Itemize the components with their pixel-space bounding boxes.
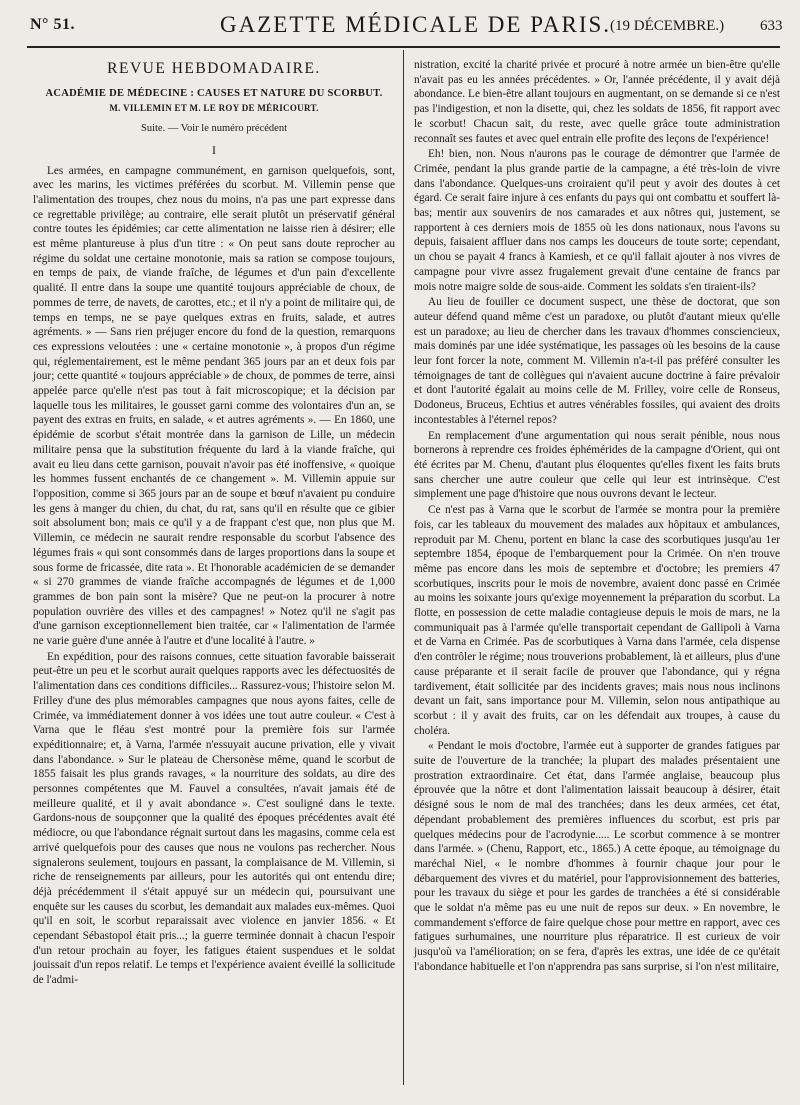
part-numeral: I	[212, 142, 216, 157]
issue-date: (19 DÉCEMBRE.)	[610, 18, 725, 34]
masthead-rule	[27, 46, 780, 48]
right-column	[414, 58, 780, 976]
paragraph: nistration, excité la charité privée et procuré à notre armée un bien-être qu'elle n'avait pas eu les années précédentes. » Or, l'année précédente, il y avait déjà abondance. Le bien-être allant toujours en augmentant, on se demande si ce n'est pas l'indigestion, et non la disette, qui, chez les soldats de 1856, fit rapport avec le scorbut! Chacun sait, du reste, avec quelle grâce toute administration reconnaît ses fautes et avec quel entrain elle profite des leçons de l'expérience!	[414, 59, 780, 145]
article-authors: M. VILLEMIN ET M. LE ROY DE MÉRICOURT.	[109, 103, 319, 114]
page-number: 633	[760, 18, 783, 34]
paragraph: Ce n'est pas à Varna que le scorbut de l'armée se montra pour la première fois, car les tableaux du mouvement des malades aux hôpitaux et ambulances, reproduit par M. Chenu, portent en blanc la case des scorbutiques jusqu'au 1er septembre 1854, époque de l'embarquement pour la Crimée. On n'en trouve même pas encore dans les mois de septembre et d'octobre; les premiers 47 scorbutiques, inscrits pour le mois de novembre, avaient donc passé en Crimée au moins les soixante jours qu'exige moyennement la préparation du scorbut. La flotte, en possession de cette maladie contagieuse depuis le mois de mars, ne la communiquait pas à l'armée qu'elle transportait cependant de Gallipoli à Varna et de Varna en Crimée. Pas de scorbutiques à Varna dans l'armée, cela dispense d'en contrôler le régime; nous trouverions probablement, là et ailleurs, plus d'une cause préparante et il serait facile de prouver que l'abondance, qui y régna tardivement, était sollicitée par des incidents graves; mais nous nous inclinons devant un fait, sans importance pour M. Villemin, selon nous antipathique au scorbut : il y avait des fruits, car on les défendait aux troupes, à cause du choléra.	[414, 504, 780, 737]
paragraph: En remplacement d'une argumentation qui nous serait pénible, nous nous bornerons à reprendre ces froides éphémérides de la campagne d'Orient, qui ont été écrites par M. Chenu, d'autant plus éloquentes qu'elles fixent les faits bruts sans chercher une autre couleur que celle qui leur est intrinsèque. C'est simplement une page d'histoire que nous ouvrons devant le lecteur.	[414, 429, 780, 501]
paragraph: Les armées, en campagne communément, en garnison quelquefois, sont, avec les marins, les victimes préférées du scorbut. M. Villemin pense que l'alimentation des troupes, chez nous du moins, n'a pas une part expresse dans ce regrettable privilège; au contraire, elle serait plutôt un préservatif général contre toutes les épidémies; car cette alimentation ne laisse rien à désirer; elle est même plantureuse à plus d'un titre : « On peut sans doute reprocher au régime du soldat une certaine monotonie, mais sa ration se compose toujours, en temps de paix, de viande fraîche, de légumes et d'un pain d'excellente qualité. Il entre dans la soupe une quantité toujours appréciable de choux, de pommes de terre, de navets, de carottes, etc.; et il n'y a point de militaire qui, de temps en temps, ne se paye quelques extras en fruits, salade, et autres agréments. » — Sans rien préjuger encore du fond de la question, remarquons ces expressions veloutées : une « certaine monotonie », à propos d'un régime qui, réglementairement, est le même pendant 365 jours par an et deux fois par jour; cette quantité « toujours appréciable » de choux, de pommes de terre, ainsi appelée parce qu'elle n'est pas tout à fait microscopique; et la décision par laquelle tous les militaires, le gousset garni comme des volontaires d'un an, se payent des extras en fruits, en salade, « et autres agréments ». — En 1860, une épidémie de scorbut s'était montrée dans la garnison de Lille, un médecin militaire pensa que la substitution fréquente du lard à la viande fraîche, qui avait eu lieu dans cette garnison, pouvait n'avoir pas été inoffensive, « quoique les hommes fussent enchantés de ce changement ». M. Villemin appuie sur l'opposition, comme si 365 jours par an de soupe et bœuf n'avaient pu conduire les gens à manger du chien, du chat, du rat, sans qu'il en résulte que ce gibier soit absolument bon; mais ce qu'il y a de frappant c'est que, non plus que M. Villemin, ce médecin ne saurait rendre responsable du scorbut l'absence des légumes frais « qui sont consommés dans de larges proportions dans la soupe et sous forme de fricassée, dite rata ». Et l'honorable académicien de se demander « si 270 grammes de viande fraîche accompagnés de légumes et de 1,000 grammes de bon pain sont la misère? Que ne peut-on la procurer à notre population ouvrière des villes et des campagnes! » Notez qu'il ne s'agit pas d'une garnison exceptionnellement bien traitée, car « l'alimentation de l'armée ne varie guère d'une année à l'autre et d'une localité à l'autre. »	[33, 164, 395, 648]
article-heading: ACADÉMIE DE MÉDECINE : CAUSES ET NATURE DU SCORBUT.	[45, 87, 383, 99]
left-column	[33, 54, 395, 989]
paragraph: Eh! bien, non. Nous n'aurons pas le courage de démontrer que l'armée de Crimée, pendant la plus grande partie de la campagne, a été très-loin de vivre dans l'abondance. Quelques-uns croiraient qu'il peut y avoir des doutes à cet égard. Ce serait faire injure à ces enfants du pays qui ont combattu et souffert là-bas; mentir aux souvenirs de nos camarades et aux nôtres qui, justement, se rapportent à ces derniers mois de 1855 où les dons nationaux, nous l'avons su depuis, faisaient affluer dans nos camps les douceurs de toute sorte; cependant, un chou se payait 4 francs à Kamiesh, et ce qu'il fallait ajouter à nos vivres de campagne pour vivre assez frugalement grevait d'une centaine de francs par mois notre maigre solde de sous-aide. Comment les soldats s'en tiraient-ils?	[414, 148, 780, 293]
continuation-note: Suite. — Voir le numéro précédent	[141, 123, 287, 135]
paragraph: Au lieu de fouiller ce document suspect, une thèse de doctorat, que son auteur défend quand même c'est un paradoxe, ou plutôt d'autant mieux qu'elle est un paradoxe; au lieu de chercher dans les travaux d'hommes consciencieux, mais dominés par une idée systématique, les passages où les besoins de la cause leur font forcer la note, comment M. Villemin n'a-t-il pas préféré consulter les témoignages de tant de collègues qui n'avaient aucune doctrine à faire prévaloir et dont l'autorité égalait au moins celle de M. Frilley, voire celle de Ronseus, Dodoneus, Bruceus, Echtius et autres vénérables fossiles, qui avaient des droits incontestables à l'éternel repos?	[414, 296, 780, 426]
section-title: REVUE HEBDOMADAIRE.	[107, 60, 321, 77]
masthead	[0, 0, 800, 50]
issue-number: N° 51.	[30, 16, 75, 33]
paragraph: « Pendant le mois d'octobre, l'armée eut à supporter de grandes fatigues par suite de l'ouverture de la tranchée; la plupart des malades présentaient une prostration extraordinaire. Cet état, dans l'armée anglaise, beaucoup plus éprouvée que la nôtre et dont l'alimentation laissait beaucoup à désirer, était désigné sous le nom de mal des tranchées; dans les deux armées, cet état, dépendant probablement des premières influences du scorbut, est pris par quelques médecins pour de l'acrodynie..... Le scorbut commence à se montrer dans l'armée. » (Chenu, Rapport, etc., 1865.) A cette époque, au témoignage du maréchal Niel, « le nombre d'hommes à fournir chaque jour pour le débarquement des vivres et du matériel, pour l'approvisionnement des batteries, pour les travaux du siège et pour les gardes de tranchées a été si considérable que le soldat n'a même pas eu une nuit de repos sur deux. » En novembre, le commandement s'efforce de faire quelque chose pour mettre en rapport, avec ces fatigues surhumaines, une nourriture plus réparatrice. Il est curieux de voir jusqu'où va l'amélioration; on se fera, d'après les extras, une idée de ce qu'était l'abondance habituelle et l'on n'apprendra pas sans surprise, si l'on n'est militaire,	[414, 740, 780, 973]
column-divider	[403, 50, 404, 1085]
paragraph: En expédition, pour des raisons connues, cette situation favorable baisserait peut-être un peu et le scorbut aurait quelques rapports avec les défectuosités de l'alimentation dans ces conditions difficiles... Rassurez-vous; l'histoire selon M. Frilley d'une des plus mémorables campagnes que nous ayons faites, celle de Crimée, va immédiatement donner à vos idées une tout autre couleur. « C'est à Varna que le fléau s'est montré pour la première fois sur l'armée expéditionnaire; et, à Varna, l'armée n'essuyait aucune privation, elle y vivait dans l'abondance. » Sur le plateau de Chersonèse même, quand le scorbut de 1855 faisait les plus grands ravages, « la nourriture des soldats, au dire des personnes compétentes que M. Fauvel a consultées, n'avait jamais été de meilleure qualité, et il y avait abondance ». C'est souligné dans le texte. Gardons-nous de soupçonner que la qualité des époques précédentes avait été médiocre, ou que l'abondance régnait surtout dans les magasins, comme cela est arrivé quelquefois pour des causes que nous ne voulons pas rechercher. Nous signalerons seulement, toujours en passant, la complaisance de M. Villemin, si riche de renseignements par ailleurs, pour les autorités qui ont entendu dire; déjà précédemment il s'était appuyé sur un médecin qui, poursuivant une enquête sur les causes du scorbut, les demandait aux malades eux-mêmes. Quoi qu'il en soit, le scorbut reparaissait avec violence en janvier 1856. « Et cependant Sébastopol était pris...; la guerre terminée donnait à chacun l'espoir d'un retour prochain au foyer, les fatigues étaient suspendues et le soldat jouissait d'un repos relatif. Le temps et l'expérience avaient éveillé la sollicitude de l'admi-	[33, 650, 395, 987]
journal-title: GAZETTE MÉDICALE DE PARIS.	[220, 12, 612, 37]
